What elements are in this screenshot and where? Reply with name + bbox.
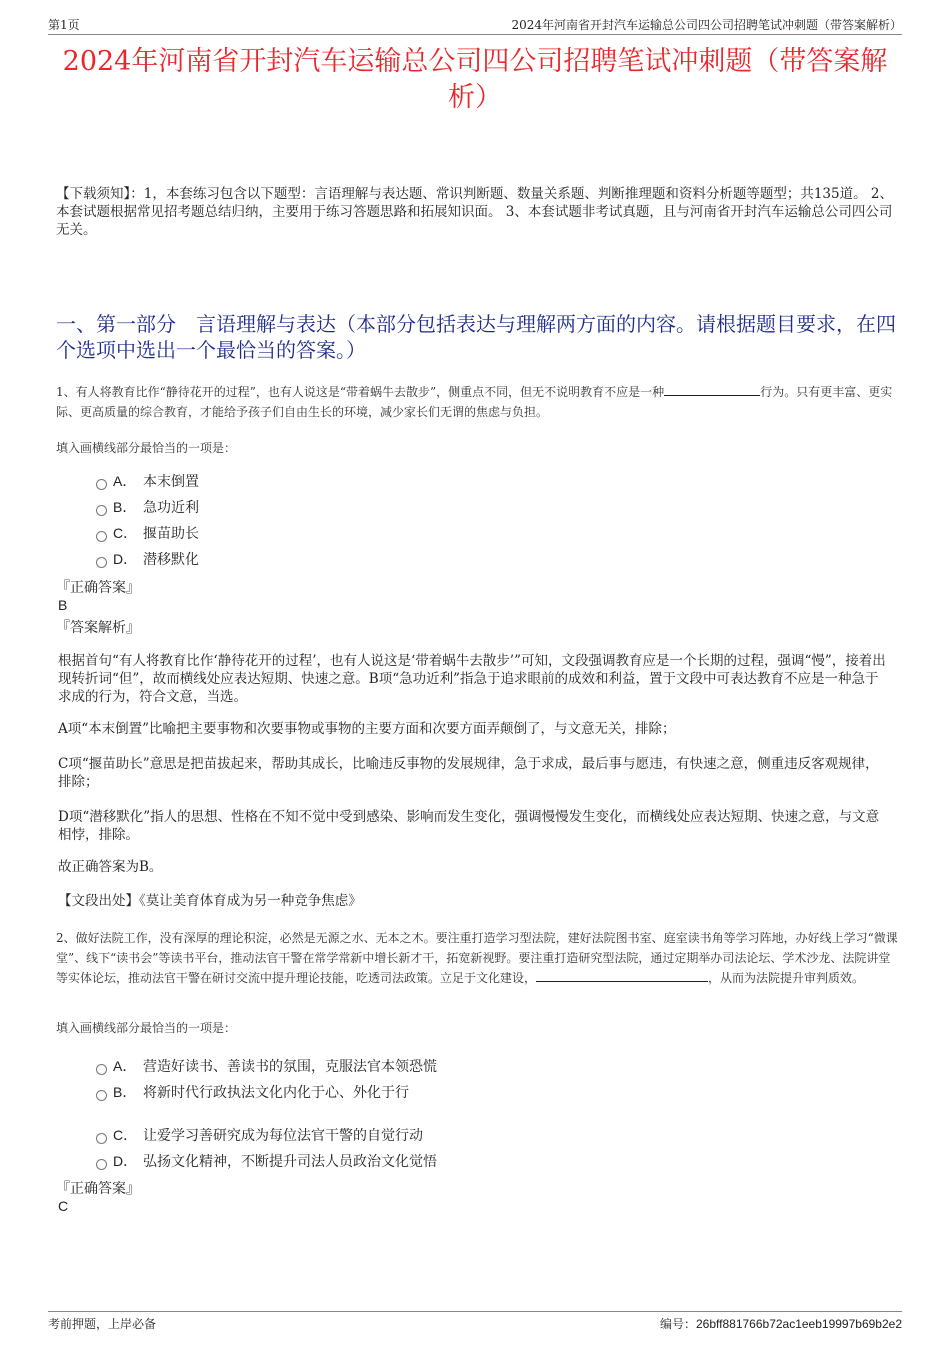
page-footer: [48, 1311, 902, 1332]
question-2-option-b[interactable]: B． 将新时代行政执法文化内化于心、外化于行: [96, 1082, 409, 1102]
footer-code: 编号：26bff881766b72ac1eeb19997b69b2e2: [659, 1317, 902, 1331]
fill-blank: [664, 383, 760, 396]
document-title: 2024年河南省开封汽车运输总公司四公司招聘笔试冲刺题（带答案解析）: [62, 46, 888, 113]
header-doc-title: 2024年河南省开封汽车运输总公司四公司招聘笔试冲刺题（带答案解析）: [511, 18, 902, 32]
question-1-option-c[interactable]: C． 揠苗助长: [96, 523, 199, 543]
radio-icon[interactable]: [96, 505, 107, 516]
question-1-option-b[interactable]: B． 急功近利: [96, 497, 199, 517]
radio-icon[interactable]: [96, 1090, 107, 1101]
source-citation: 【文段出处】《莫让美育体育成为另一种竞争焦虑》: [58, 893, 362, 909]
correct-answer-label: 『正确答案』: [56, 580, 140, 596]
download-notice: 【下载须知】：1，本套练习包含以下题型：言语理解与表达题、常识判断题、数量关系题、判断推理题和资料分析题等题型；共135道。 2、本套试题根据常见招考题总结归纳，主要用于练习答题思路和拓展知识面。 3、本套试题非考试真题，且与河南省开封汽车运输总公司四公司无关。: [56, 186, 893, 238]
radio-icon[interactable]: [96, 557, 107, 568]
question-1-option-a[interactable]: A． 本末倒置: [96, 471, 199, 491]
correct-answer: C: [58, 1198, 69, 1214]
fill-blank: [632, 969, 708, 982]
analysis-label: 『答案解析』: [56, 620, 140, 636]
radio-icon[interactable]: [96, 1064, 107, 1075]
radio-icon[interactable]: [96, 1159, 107, 1170]
analysis-paragraph: 根据首句“有人将教育比作‘静待花开的过程’，也有人说这是‘带着蜗牛去散步’”可知，文段强调教育应是一个长期的过程，强调“慢”，接着出现转折词“但”，故而横线处应表达短期、快速之意。B项“急功近利”指急于追求眼前的成效和利益，置于文段中可表达教育不应是一种急于求成的行为，符合文意，当选。: [58, 653, 886, 705]
question-2-option-a[interactable]: A． 营造好读书、善读书的氛围，克服法官本领恐慌: [96, 1056, 437, 1076]
page-header: [48, 14, 902, 35]
correct-answer: B: [58, 597, 68, 613]
question-2-option-d[interactable]: D． 弘扬文化精神，不断提升司法人员政治文化觉悟: [96, 1151, 437, 1171]
radio-icon[interactable]: [96, 531, 107, 542]
analysis-paragraph: 故正确答案为B。: [58, 859, 163, 875]
radio-icon[interactable]: [96, 479, 107, 490]
question-2-prompt: 填入画横线部分最恰当的一项是：: [56, 1021, 237, 1035]
question-2-option-c[interactable]: C． 让爱学习善研究成为每位法官干警的自觉行动: [96, 1125, 423, 1145]
question-1-prompt: 填入画横线部分最恰当的一项是：: [56, 441, 237, 455]
analysis-paragraph: A项“本末倒置”比喻把主要事物和次要事物或事物的主要方面和次要方面弄颠倒了，与文意无关，排除；: [58, 721, 676, 737]
footer-slogan: 考前押题，上岸必备: [48, 1317, 157, 1331]
question-1-text: 1、有人将教育比作“静待花开的过程”，也有人说这是“带着蜗牛去散步”，侧重点不同，但无不说明教育不应是一种 行为。只有更丰富、更实际、更高质量的综合教育，才能给予孩子们自由生长的环境，减少家长们无谓的焦虑与负担。: [56, 385, 893, 419]
correct-answer-label: 『正确答案』: [56, 1181, 140, 1197]
page-number: 第1页: [48, 18, 80, 32]
section-heading: 一、第一部分 言语理解与表达（本部分包括表达与理解两方面的内容。请根据题目要求，在四个选项中选出一个最恰当的答案。）: [56, 312, 896, 362]
radio-icon[interactable]: [96, 1133, 107, 1144]
fill-blank: [536, 969, 632, 982]
analysis-paragraph: D项“潜移默化”指人的思想、性格在不知不觉中受到感染、影响而发生变化，强调慢慢发生变化，而横线处应表达短期、快速之意，与文意相悖，排除。: [58, 809, 880, 843]
question-2-text: 2、做好法院工作，没有深厚的理论积淀，必然是无源之水、无本之木。要注重打造学习型法院，建好法院图书室、庭室读书角等学习阵地，办好线上学习“微课堂”、线下“读书会”等读书平台，推动法官干警在常学常新中增长新才干，拓宽新视野。要注重打造研究型法院，通过定期举办司法论坛、学术沙龙、法院讲堂等实体论坛，推动法官干警在研讨交流中提升理论技能，吃透司法政策。立足于文化建设， ，从而为法院提升审判质效。: [56, 931, 898, 985]
analysis-paragraph: C项“揠苗助长”意思是把苗拔起来，帮助其成长，比喻违反事物的发展规律，急于求成，最后事与愿违，有快速之意，侧重违反客观规律，排除；: [58, 756, 879, 790]
question-1-option-d[interactable]: D． 潜移默化: [96, 549, 199, 569]
